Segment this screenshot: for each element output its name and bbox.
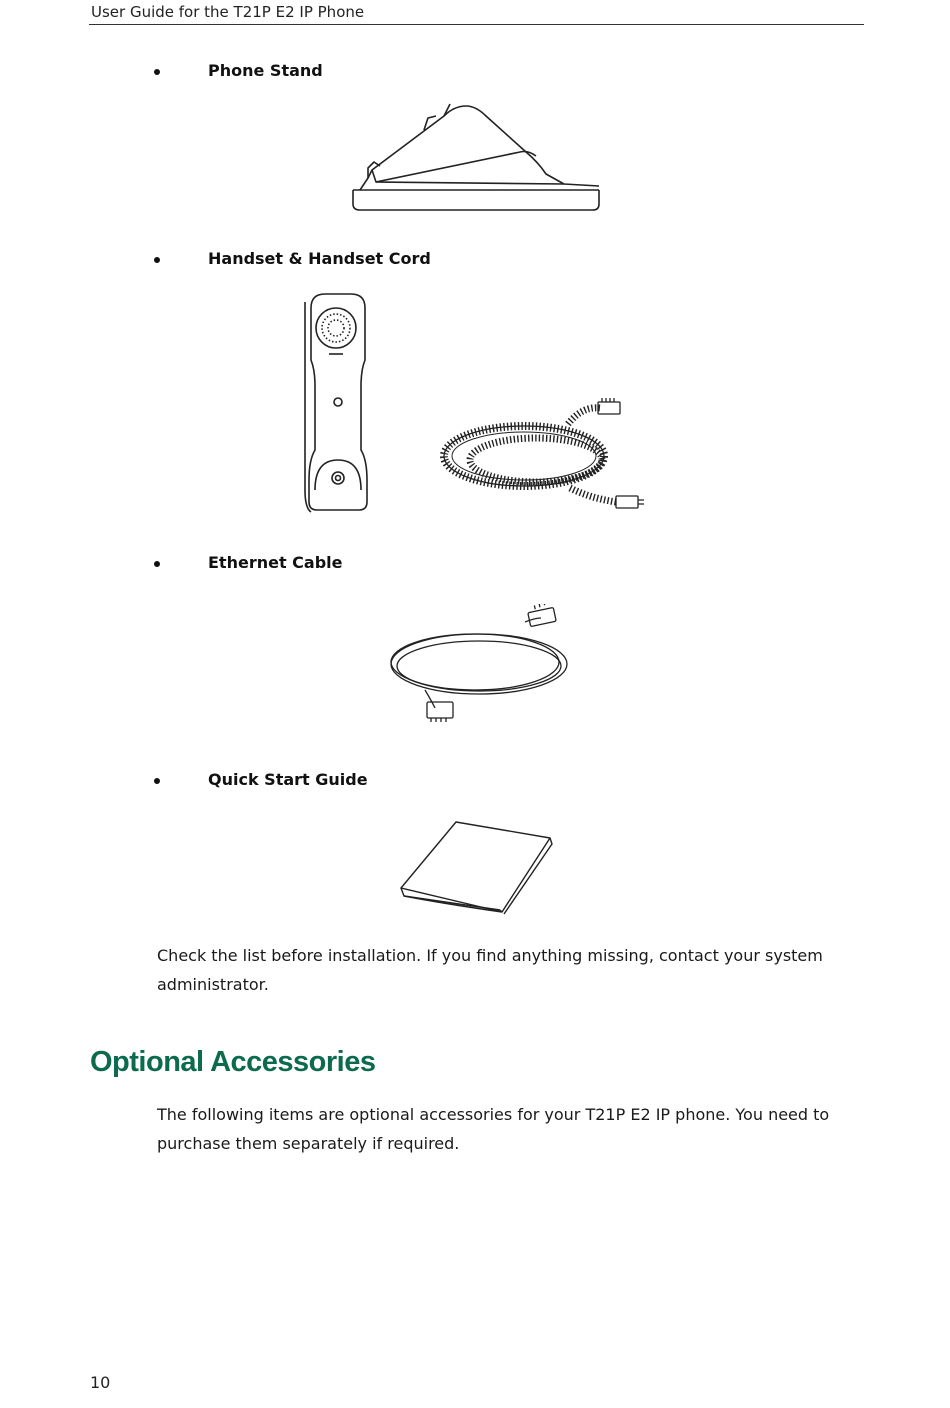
running-header (89, 0, 864, 25)
phone-stand-illustration (350, 96, 605, 216)
bullet-icon (154, 561, 160, 567)
list-item-phone-stand (154, 61, 754, 85)
item-label: Quick Start Guide (208, 770, 368, 789)
ethernet-cable-illustration (385, 604, 575, 730)
item-label: Phone Stand (208, 61, 323, 80)
list-item-ethernet-cable (154, 553, 754, 577)
handset-cord-illustration (440, 398, 645, 516)
section-title: Optional Accessories (90, 1046, 376, 1078)
quick-start-guide-illustration (396, 818, 556, 918)
bullet-icon (154, 778, 160, 784)
item-label: Handset & Handset Cord (208, 249, 431, 268)
list-item-handset-cord (154, 249, 754, 273)
header-title: User Guide for the T21P E2 IP Phone (91, 3, 365, 21)
check-note: Check the list before installation. If you find anything missing, contact your system administrator. (157, 946, 823, 994)
item-label: Ethernet Cable (208, 553, 343, 572)
bullet-icon (154, 69, 160, 75)
optional-intro: The following items are optional accessories for your T21P E2 IP phone. You need to purchase them separately if required. (157, 1105, 830, 1153)
handset-illustration (303, 290, 373, 516)
list-item-quick-start-guide (154, 770, 754, 794)
page-number: 10 (90, 1373, 111, 1392)
bullet-icon (154, 257, 160, 263)
